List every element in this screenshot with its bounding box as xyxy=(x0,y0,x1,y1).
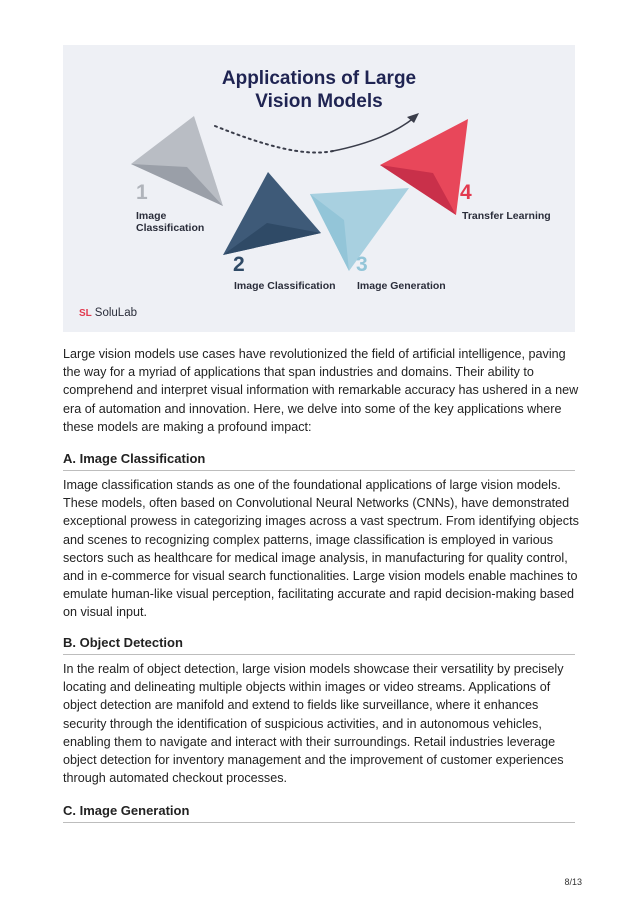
section-body-b: In the realm of object detection, large vision models showcase their versatility by precisely locating and delineating multiple objects within images or video streams. Applications of object detection are manifold and extend to fields like surveillance, where it enhances security through the identification of suspicious activities, and in autonomous vehicles, enabling them to navigate and interact with their surroundings. Retail industries leverage object detection for inventory management and the improvement of customer experiences through automated checkout processes. xyxy=(63,662,564,786)
section-heading-c: C. Image Generation xyxy=(63,803,575,823)
section-body-a: Image classification stands as one of the foundational applications of large vision models. These models, often based on Convolutional Neural Networks (CNNs), have demonstrated exceptional prowess in categorizing images across a vast spectrum. From identifying objects and scenes to recognizing complex patterns, image classification is employed in various sectors such as healthcare for medical image analysis, in manufacturing for quality control, and in e-commerce for visual search functionalities. Large vision models enable machines to emulate human-like visual perception, facilitating accurate and rapid decision-making based on visual input. xyxy=(63,478,579,620)
intro-paragraph: Large vision models use cases have revolutionized the field of artificial intelligence, paving the way for a myriad of applications that span industries and domains. Their ability to comprehend and interpret visual information with remarkable accuracy has ushered in a new era of automation and innovation. Here, we delve into some of the key applications where these models are making a profound impact: xyxy=(63,347,579,434)
step-2-label: Image Classification xyxy=(234,280,336,292)
brand-logo xyxy=(79,307,137,319)
section-heading-a: A. Image Classification xyxy=(63,451,575,471)
curved-arrow-line xyxy=(333,117,415,151)
step-4-label: Transfer Learning xyxy=(462,210,551,222)
solulab-icon: SL xyxy=(79,307,92,319)
step-3-label: Image Generation xyxy=(357,280,446,292)
dotted-arc xyxy=(215,126,333,153)
figure-title: Applications of Large Vision Models xyxy=(221,68,417,112)
step-1-number: 1 xyxy=(136,181,148,204)
figure-applications xyxy=(63,45,575,332)
section-heading-b: B. Object Detection xyxy=(63,635,575,655)
brand-name: SoluLab xyxy=(94,307,137,319)
step-4-number: 4 xyxy=(460,181,472,204)
step-3-number: 3 xyxy=(356,253,368,276)
step-1-label: Image Classification xyxy=(136,210,205,234)
plane-2-icon xyxy=(223,172,321,255)
page-number: 8/13 xyxy=(564,877,582,887)
step-2-number: 2 xyxy=(233,253,245,276)
